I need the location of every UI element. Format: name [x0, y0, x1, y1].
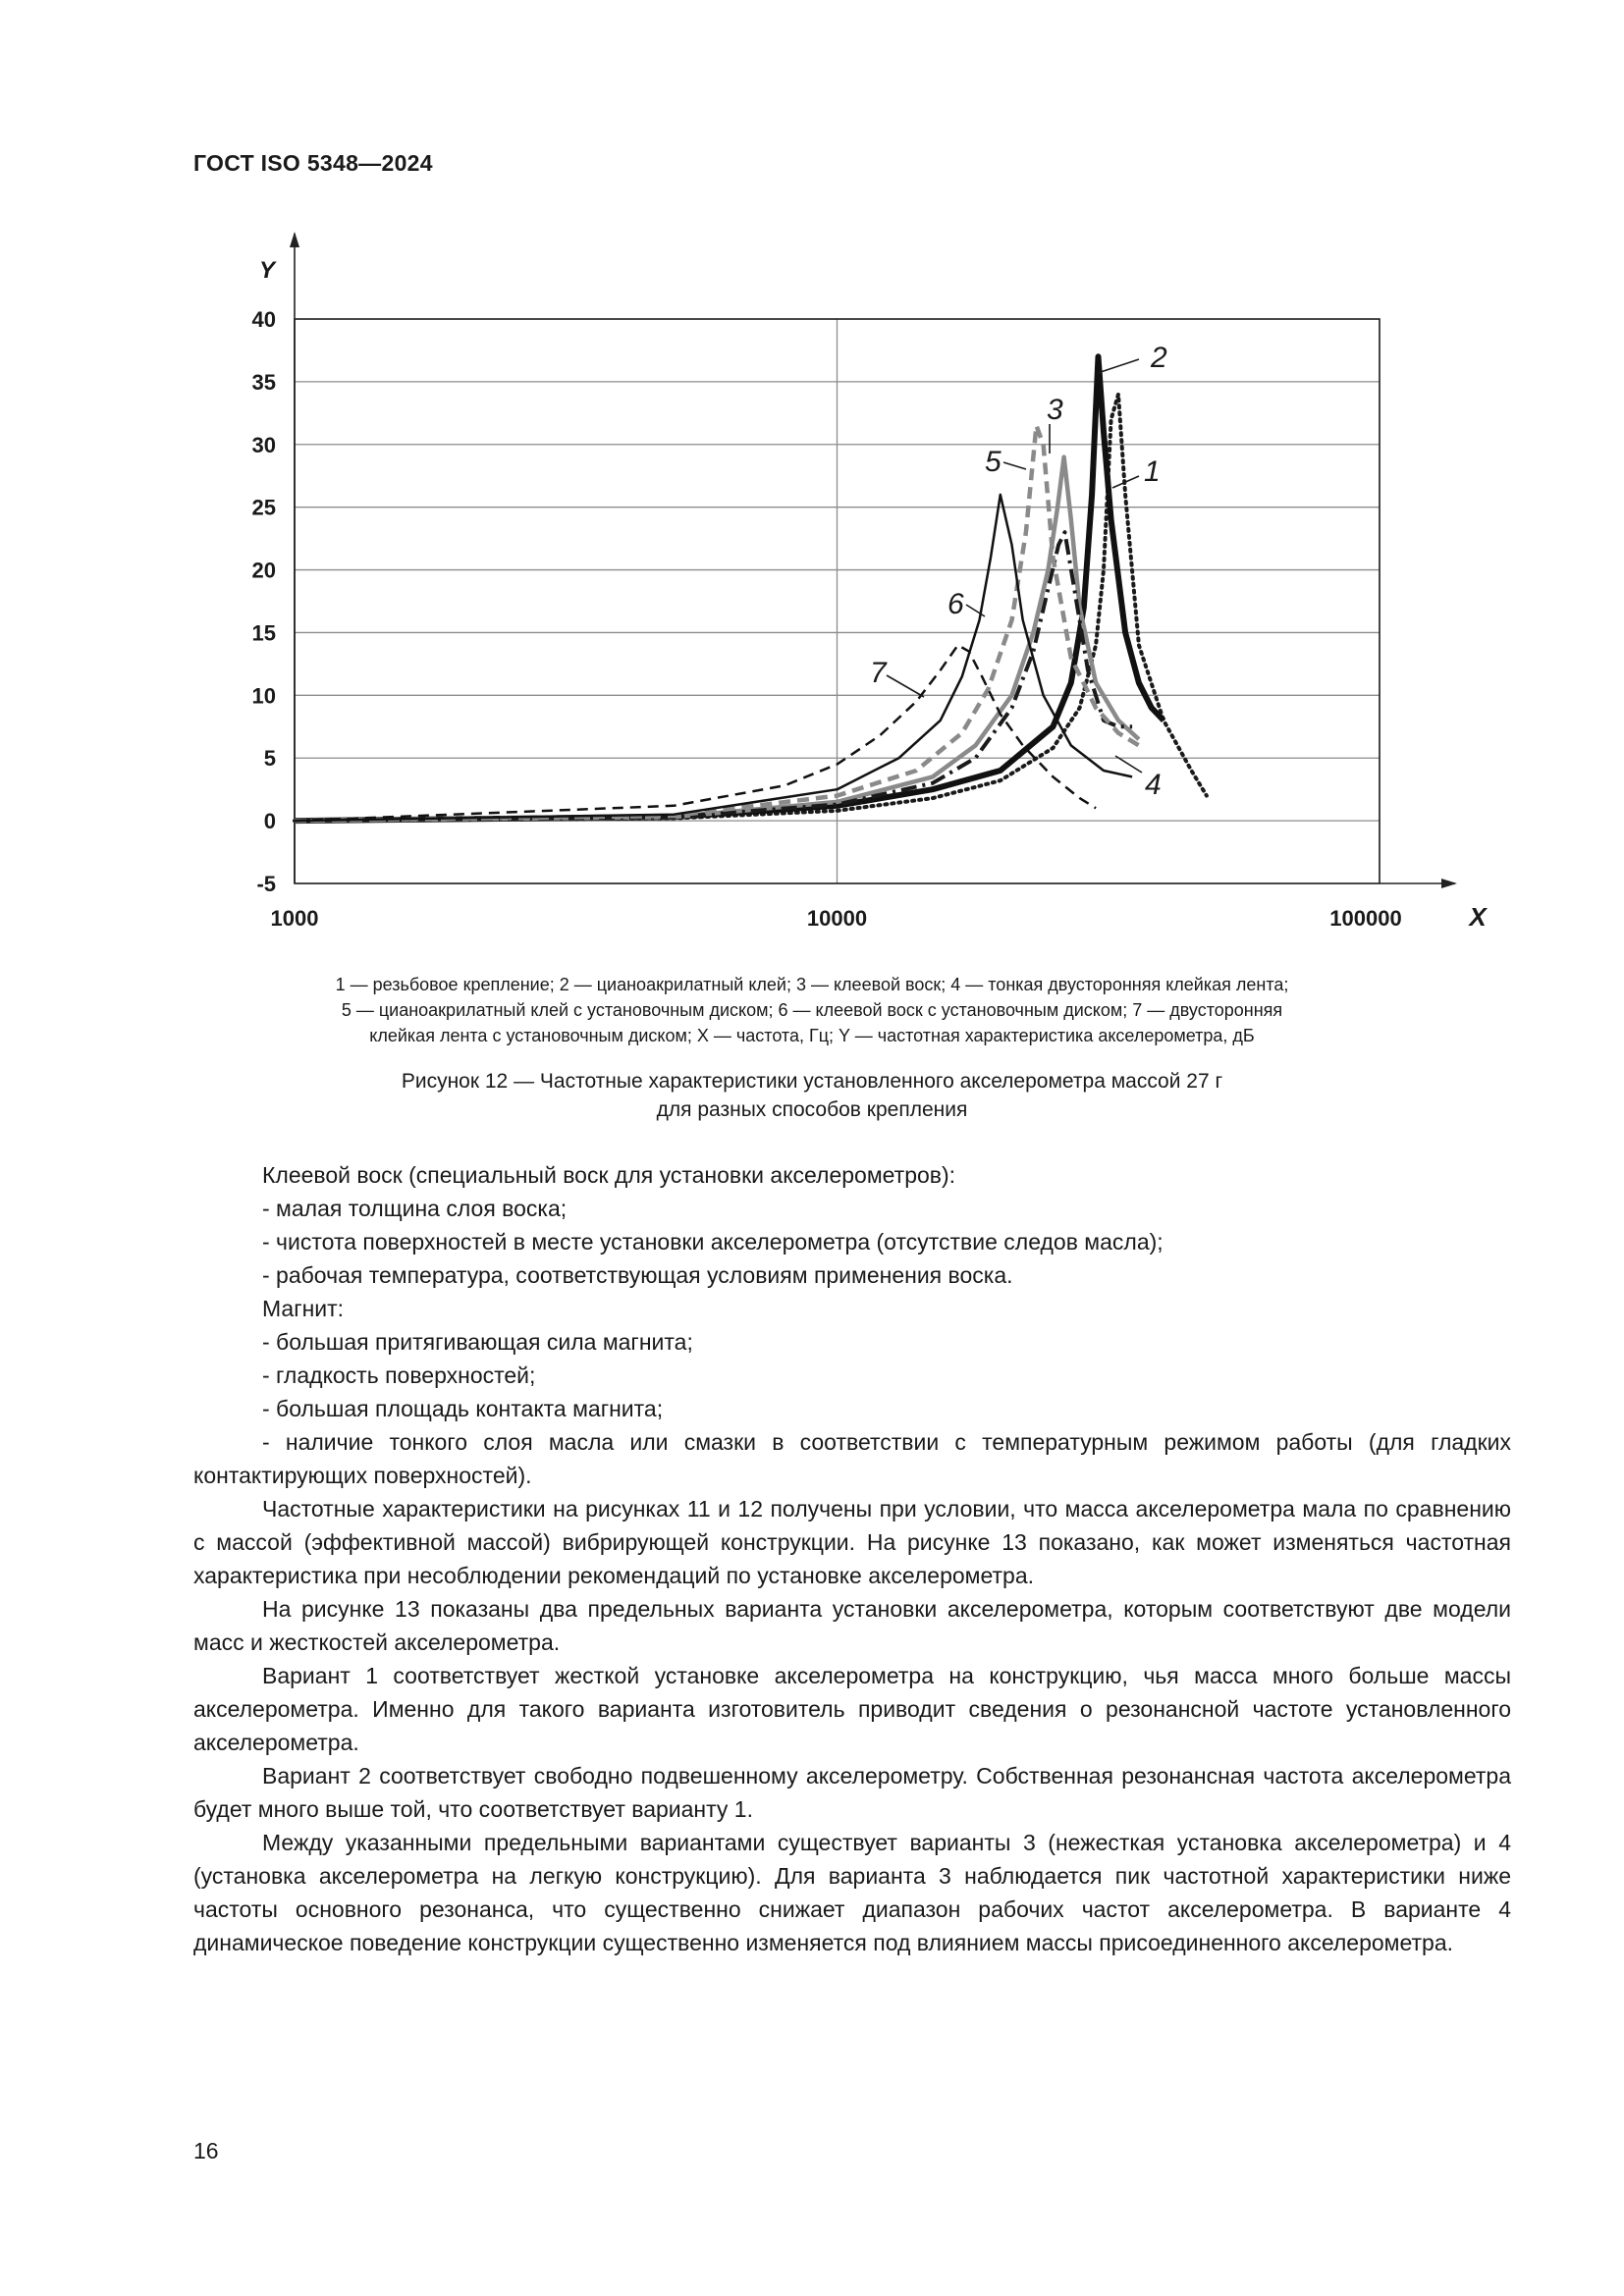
curve-label-5: 5 — [985, 446, 1001, 478]
caption-line-2: для разных способов крепления — [656, 1098, 968, 1121]
callout-leader-7 — [887, 675, 924, 697]
list-item: - чистота поверхностей в месте установки акселерометра (отсутствие следов масла); — [262, 1229, 1164, 1255]
chart-tick-labels — [252, 257, 1489, 932]
series-2-line — [295, 356, 1164, 821]
x-tick-label: 100000 — [1329, 906, 1402, 931]
document-header: ГОСТ ISO 5348—2024 — [193, 150, 433, 176]
curve-label-4: 4 — [1145, 769, 1162, 801]
chart-axes — [290, 232, 1457, 888]
paragraph: Вариант 1 соответствует жесткой установке акселерометра на конструкцию, чья масса много больше массы акселерометра. Именно для такого варианта изготовитель приводит сведения о резонансной частоте установленного акселерометра. — [193, 1663, 1511, 1755]
curve-label-3: 3 — [1047, 394, 1063, 426]
callout-leader-2 — [1098, 359, 1139, 373]
series-7-line — [295, 645, 1096, 821]
list-item: - наличие тонкого слоя масла или смазки в соответствии с температурным режимом работы (для гладких контактирующих поверхностей). — [193, 1429, 1511, 1488]
series-1-line — [295, 395, 1207, 821]
paragraph: Магнит: — [262, 1296, 345, 1321]
series-6-line — [295, 495, 1132, 821]
y-tick-label: 15 — [251, 620, 276, 646]
callout-leader-1 — [1112, 476, 1139, 488]
series-3-line — [295, 457, 1139, 821]
y-tick-label: 40 — [251, 307, 276, 332]
paragraph: Частотные характеристики на рисунках 11 и 12 получены при условии, что масса акселерометра мала по сравнению с массой (эффективной массой) вибрирующей конструкции. На рисунке 13 показано, как может изменяться частотная характеристика при несоблюдении рекомендаций по установке акселерометра. — [193, 1496, 1511, 1588]
curve-label-2: 2 — [1151, 342, 1167, 374]
y-tick-label: 35 — [251, 369, 276, 395]
y-tick-label: -5 — [256, 872, 276, 896]
paragraph: Клеевой воск (специальный воск для установки акселерометров): — [262, 1162, 956, 1188]
x-axis-label: X — [1469, 902, 1487, 932]
list-item: - большая притягивающая сила магнита; — [262, 1329, 693, 1355]
legend-line-1: 1 — резьбовое крепление; 2 — цианоакрилатный клей; 3 — клеевой воск; 4 — тонкая двусторонняя клейкая лента; — [335, 975, 1289, 994]
x-tick-label: 10000 — [806, 906, 868, 931]
y-axis-arrow — [290, 232, 299, 247]
body-text — [193, 1158, 1511, 1959]
paragraph: Вариант 2 соответствует свободно подвешенному акселерометру. Собственная резонансная частота акселерометра будет много выше той, что соответствует варианту 1. — [193, 1763, 1511, 1822]
list-item: - малая толщина слоя воска; — [262, 1196, 568, 1221]
legend-line-2: 5 — цианоакрилатный клей с установочным диском; 6 — клеевой воск с установочным диском; 7 — двусторонняя — [341, 1000, 1283, 1020]
figure-caption — [196, 1067, 1428, 1124]
y-tick-label: 10 — [251, 683, 276, 709]
page-number: 16 — [193, 2138, 219, 2163]
curve-label-7: 7 — [870, 657, 887, 689]
y-tick-label: 20 — [251, 558, 276, 583]
y-tick-label: 5 — [263, 746, 276, 772]
list-item: - гладкость поверхностей; — [262, 1362, 536, 1388]
chart-grid — [295, 319, 1380, 883]
curve-label-1: 1 — [1144, 455, 1161, 488]
list-item: - рабочая температура, соответствующая условиям применения воска. — [262, 1262, 1013, 1288]
y-tick-label: 30 — [251, 432, 276, 457]
y-tick-label: 0 — [263, 809, 276, 834]
y-tick-label: 25 — [251, 495, 276, 520]
figure-legend — [196, 972, 1428, 1048]
caption-line-1: Рисунок 12 — Частотные характеристики установленного акселерометра массой 27 г — [401, 1070, 1223, 1093]
paragraph: Между указанными предельными вариантами существует варианты 3 (нежесткая установка акселерометра) и 4 (установка акселерометра на легкую конструкцию). Для варианта 3 наблюдается пик частотной характеристики ниже частоты основного резонанса, что существенно снижает диапазон рабочих частот акселерометра. В варианте 4 динамическое поведение конструкции существенно изменяется под влиянием массы присоединенного акселерометра. — [193, 1830, 1511, 1955]
chart-series — [295, 356, 1207, 821]
x-tick-label: 1000 — [270, 906, 319, 931]
y-axis-label: Y — [258, 257, 276, 284]
frequency-response-chart — [0, 0, 1624, 942]
callout-leader-5 — [1003, 462, 1026, 469]
curve-label-6: 6 — [947, 588, 964, 620]
x-axis-arrow — [1441, 879, 1457, 888]
paragraph: На рисунке 13 показаны два предельных варианта установки акселерометра, которым соответствуют две модели масс и жесткостей акселерометра. — [193, 1596, 1511, 1655]
list-item: - большая площадь контакта магнита; — [262, 1396, 664, 1421]
legend-line-3: клейкая лента с установочным диском; X — частота, Гц; Y — частотная характеристика акселерометра, дБ — [369, 1026, 1255, 1045]
